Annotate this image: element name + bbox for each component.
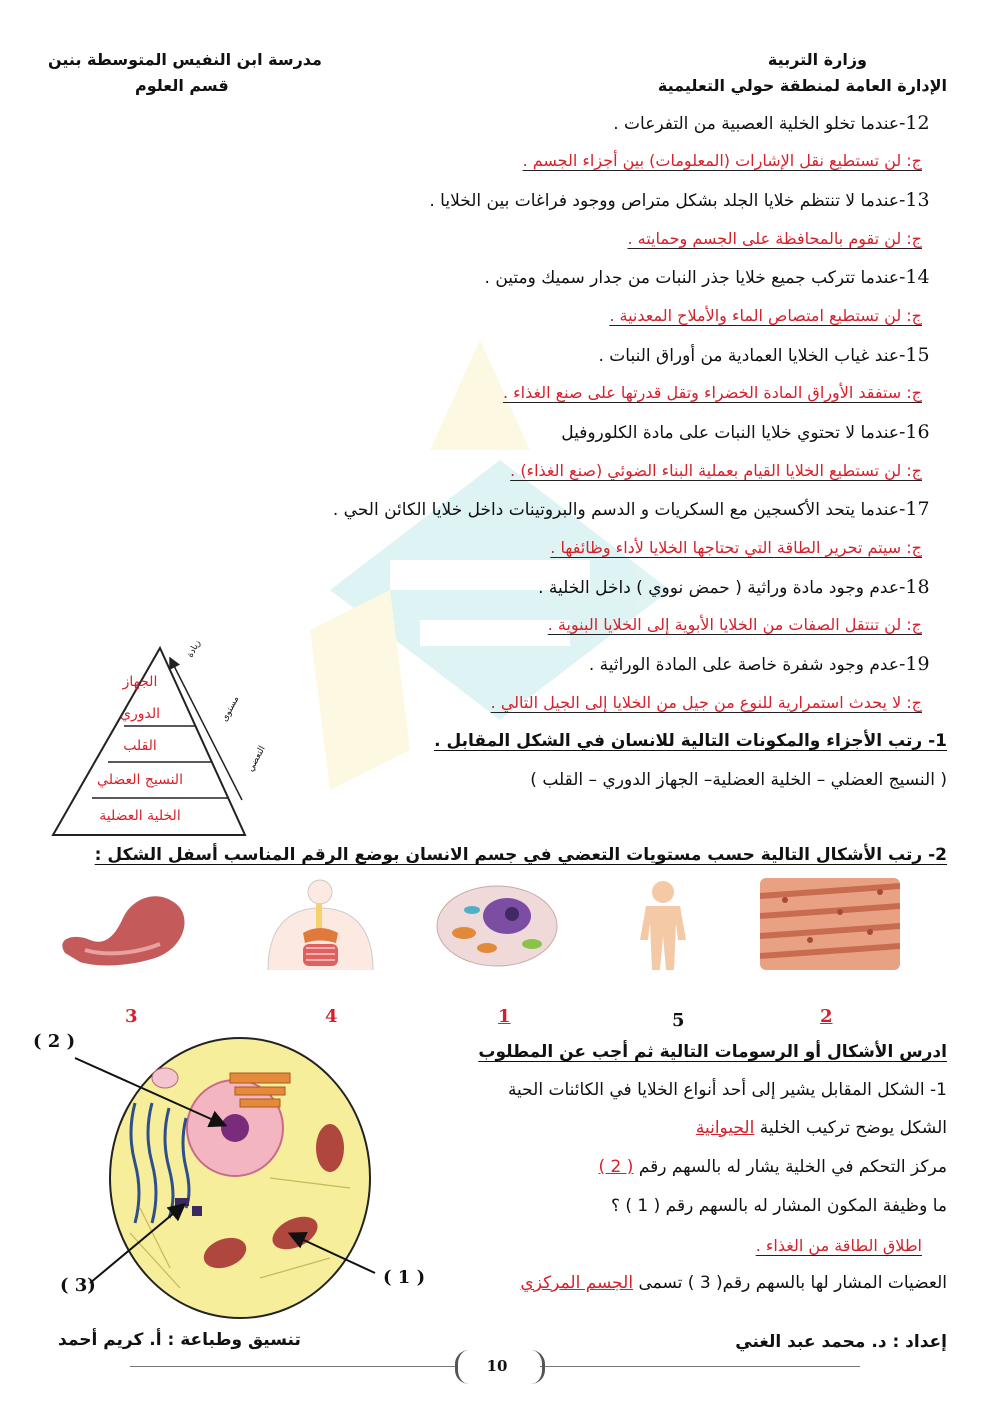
human-body-number: 5 xyxy=(672,1010,685,1031)
question-13: 13-عندما لا تنتظم خلايا الجلد بشكل متراص ووجود فراغات بين الخلايا . xyxy=(429,189,930,211)
pyramid-level-1b: الدوري xyxy=(120,706,160,722)
section-3-q3-answer: اطلاق الطاقة من الغذاء . xyxy=(755,1236,922,1255)
pyramid-side-low: التعضي xyxy=(245,744,268,774)
answer-15: ج: ستفقد الأوراق المادة الخضراء وتقل قدرتها على صنع الغذاء . xyxy=(502,383,922,402)
section-1-items: ( النسيج العضلي – الخلية العضلية– الجهاز الدوري – القلب ) xyxy=(530,770,947,790)
cell-arrow-label-2: ( 2 ) xyxy=(33,1031,76,1052)
pyramid-level-4: الخلية العضلية xyxy=(99,808,181,824)
section-1-title: 1- رتب الأجزاء والمكونات التالية للانسان في الشكل المقابل . xyxy=(434,731,947,751)
footer-typesetter: تنسيق وطباعة : أ. كريم أحمد xyxy=(58,1330,301,1350)
ministry-name: وزارة التربية xyxy=(767,50,867,69)
digestive-system-image xyxy=(258,878,383,970)
stomach-image xyxy=(45,878,195,970)
footer-rule-right xyxy=(540,1366,860,1367)
answer-18: ج: لن تنتقل الصفات من الخلايا الأبوية إلى الخلايا البنوية . xyxy=(547,615,922,634)
section-3-q2-answer: ( 2 ) xyxy=(598,1157,634,1177)
question-16: 16-عندما لا تحتوي خلايا النبات على مادة الكلوروفيل xyxy=(561,421,930,443)
section-3-q3: ما وظيفة المكون المشار له بالسهم رقم ( 1 ) ؟ xyxy=(610,1196,947,1216)
answer-19: ج: لا يحدث استمرارية للنوع من جيل من الخلايا إلى الجيل التالي . xyxy=(490,693,922,712)
department-name: قسم العلوم xyxy=(135,76,229,95)
question-12: 12-عندما تخلو الخلية العصبية من التفرعات . xyxy=(613,112,930,134)
answer-13: ج: لن تقوم بالمحافظة على الجسم وحمايته . xyxy=(627,229,922,248)
school-name: مدرسة ابن النفيس المتوسطة بنين xyxy=(48,50,322,69)
increase-arrow xyxy=(160,640,280,820)
section-3-q4-answer: الجسم المركزي xyxy=(520,1273,634,1293)
animal-cell-image xyxy=(432,878,562,970)
question-19: 19-عدم وجود شفرة خاصة على المادة الوراثية . xyxy=(588,653,930,675)
pyramid-side-mid: مستوى xyxy=(219,694,242,724)
digestive-system-number: 4 xyxy=(325,1006,338,1027)
question-17: 17-عندما يتحد الأكسجين مع السكريات و الدسم والبروتينات داخل خلايا الكائن الحي . xyxy=(332,498,930,520)
answer-16: ج: لن تستطيع الخلايا القيام بعملية البناء الضوئي (صنع الغذاء) . xyxy=(510,461,922,480)
page-number: 10 xyxy=(486,1357,508,1375)
pyramid-level-3: النسيج العضلي xyxy=(97,772,183,788)
section-3-title: ادرس الأشكال أو الرسومات التالية ثم أجب عن المطلوب xyxy=(478,1042,947,1062)
muscle-tissue-image xyxy=(760,878,900,970)
section-3-q2-line: مركز التحكم في الخلية يشار له بالسهم رقم ( 2 ) xyxy=(598,1157,947,1177)
footer-rule-left xyxy=(130,1366,455,1367)
section-3-q1: 1- الشكل المقابل يشير إلى أحد أنواع الخلايا في الكائنات الحية xyxy=(507,1080,947,1100)
question-14: 14-عندما تتركب جميع خلايا جذر النبات من جدار سميك ومتين . xyxy=(484,266,930,288)
section-3-q1-line: الشكل يوضح تركيب الخلية الحيوانية xyxy=(695,1118,947,1138)
cell-arrow-label-3: ( 3) xyxy=(60,1275,96,1296)
question-15: 15-عند غياب الخلايا العمادية من أوراق النبات . xyxy=(598,344,930,366)
answer-12: ج: لن تستطيع نقل الإشارات (المعلومات) بين أجزاء الجسم . xyxy=(522,151,922,170)
section-3-q4-line: العضيات المشار لها بالسهم رقم( 3 ) تسمى الجسم المركزي xyxy=(520,1273,947,1293)
section-2-title: 2- رتب الأشكال التالية حسب مستويات التعضي في جسم الانسان بوضع الرقم المناسب أسفل الشكل : xyxy=(94,845,947,865)
pyramid-level-2: القلب xyxy=(123,738,157,754)
question-18: 18-عدم وجود مادة وراثية ( حمض نووي ) داخل الخلية . xyxy=(538,576,930,598)
cell-arrow-label-1: ( 1 ) xyxy=(383,1267,426,1288)
human-body-image xyxy=(608,878,718,970)
muscle-tissue-number: 2 xyxy=(820,1006,833,1027)
section-3-q1-answer: الحيوانية xyxy=(695,1118,755,1138)
answer-14: ج: لن تستطيع امتصاص الماء والأملاح المعدنية . xyxy=(609,306,922,325)
pyramid-side-top: زيادة xyxy=(185,638,203,660)
pyramid-level-1a: الجهاز xyxy=(122,674,158,690)
stomach-number: 3 xyxy=(125,1006,138,1027)
animal-cell-number: 1 xyxy=(498,1006,511,1027)
answer-17: ج: سيتم تحرير الطاقة التي تحتاجها الخلايا لأداء وظائفها . xyxy=(550,538,922,557)
footer-author: إعداد : د. محمد عبد الغني xyxy=(735,1332,947,1352)
district-name: الإدارة العامة لمنطقة حولي التعليمية xyxy=(657,76,947,95)
